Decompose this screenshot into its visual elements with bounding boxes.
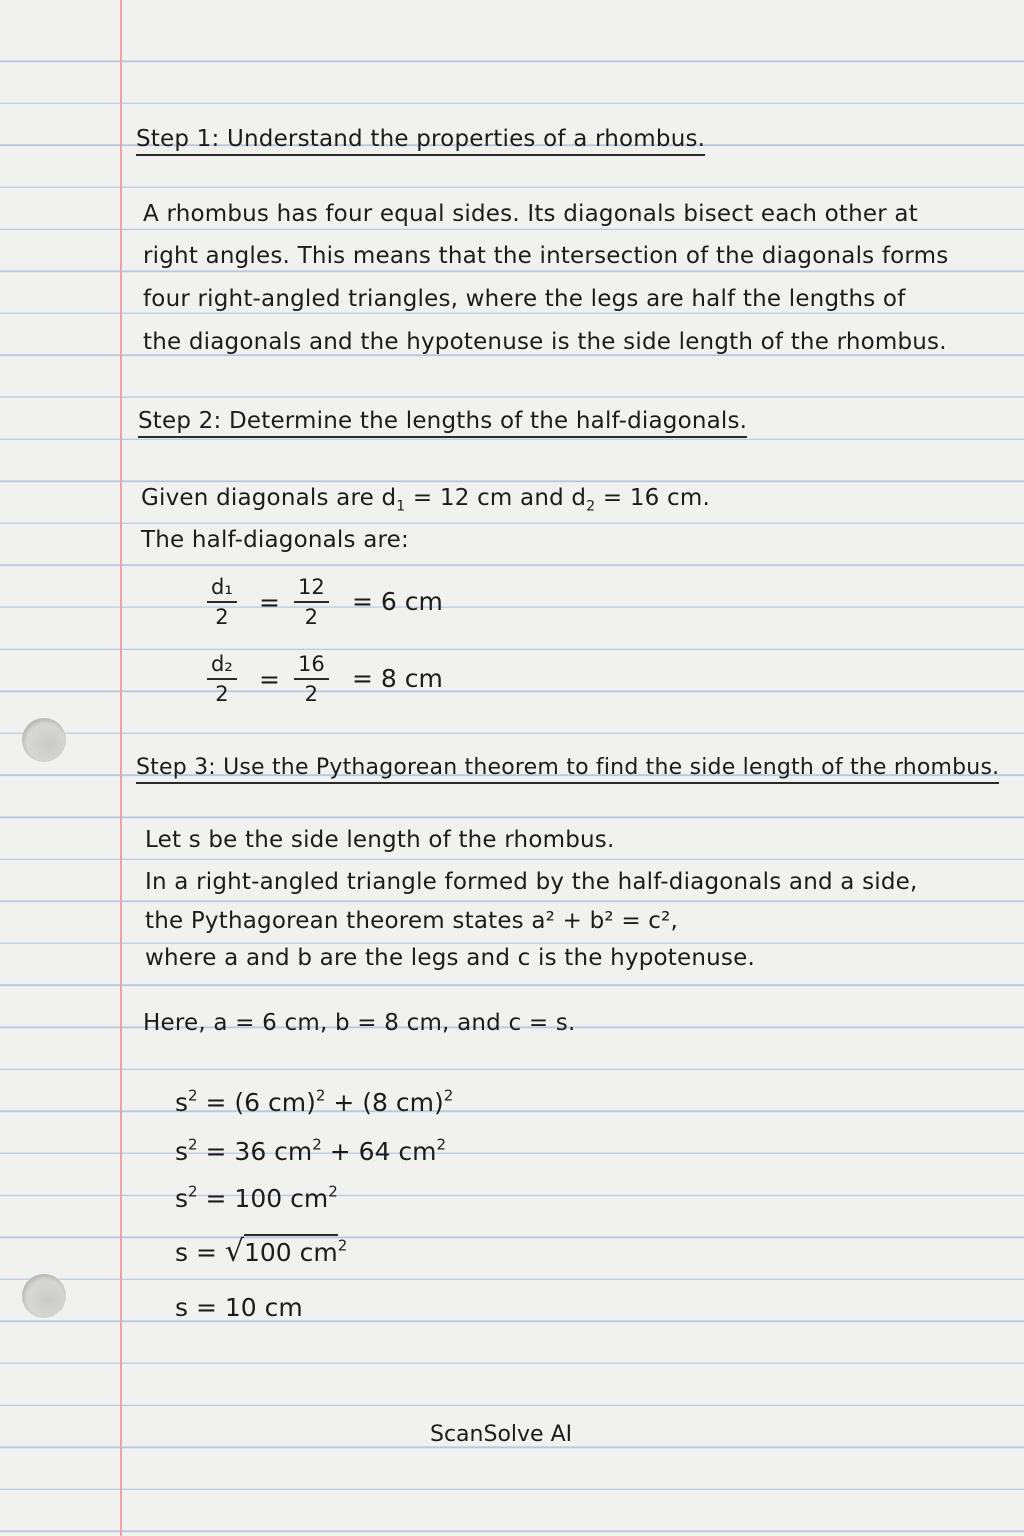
fraction-d2-over-2: $\frac{\text{d₂}}{2}$	[207, 652, 237, 706]
equals-sign: =	[259, 588, 280, 617]
step1-title: Step 1: Understand the properties of a rhombus.	[136, 128, 705, 156]
given-diagonals: Given diagonals are $d_1 = 12$ cm and $d_2 = 16$ cm.	[141, 485, 710, 515]
step3-line: In a right-angled triangle formed by the half-diagonals and a side,	[145, 869, 918, 895]
calc-line-1: $s^2 = (6$ cm)$^2$ + (8 cm)$^2$	[175, 1086, 454, 1117]
calc-line-3: $s^2 = 100$ $cm^2$	[175, 1182, 338, 1213]
step3-title: Step 3: Use the Pythagorean theorem to find the side length of the rhombus.	[136, 757, 999, 784]
calc-line-2: $s^2 = 36$ $cm^2 + 64$ $cm^2$	[175, 1135, 447, 1166]
calc-line-5-answer: s = 10 cm	[175, 1293, 303, 1322]
step1-line: four right-angled triangles, where the legs are half the lengths of	[143, 286, 906, 312]
fraction-16-over-2: $\frac{16}{2}$	[294, 652, 329, 706]
calc-line-4: s = √100 $cm^2$	[175, 1234, 348, 1269]
step3-line: Let s be the side length of the rhombus.	[145, 827, 615, 853]
step1-line: A rhombus has four equal sides. Its diagonals bisect each other at	[143, 201, 918, 227]
step3-line: the Pythagorean theorem states a² + b² = c²,	[145, 908, 679, 934]
step1-line: the diagonals and the hypotenuse is the side length of the rhombus.	[143, 329, 947, 355]
half-diagonal-1-result: = 6 cm	[352, 587, 443, 616]
step3-line: where a and b are the legs and c is the hypotenuse.	[145, 945, 755, 971]
square-root-icon: √	[224, 1234, 244, 1269]
punch-hole	[22, 1274, 66, 1318]
punch-hole	[22, 718, 66, 762]
footer-brand: ScanSolve AI	[430, 1422, 573, 1447]
half-diagonals-intro: The half-diagonals are:	[141, 527, 409, 553]
fraction-12-over-2: $\frac{12}{2}$	[294, 575, 329, 629]
given-values: Here, a = 6 cm, b = 8 cm, and c = s.	[143, 1010, 576, 1036]
margin-line	[120, 0, 122, 1536]
step2-title: Step 2: Determine the lengths of the half-diagonals.	[138, 410, 747, 438]
step1-line: right angles. This means that the intersection of the diagonals forms	[143, 243, 949, 269]
equals-sign: =	[259, 665, 280, 694]
half-diagonal-2-result: = 8 cm	[352, 664, 443, 693]
fraction-d1-over-2: $\frac{\text{d₁}}{2}$	[207, 575, 237, 629]
